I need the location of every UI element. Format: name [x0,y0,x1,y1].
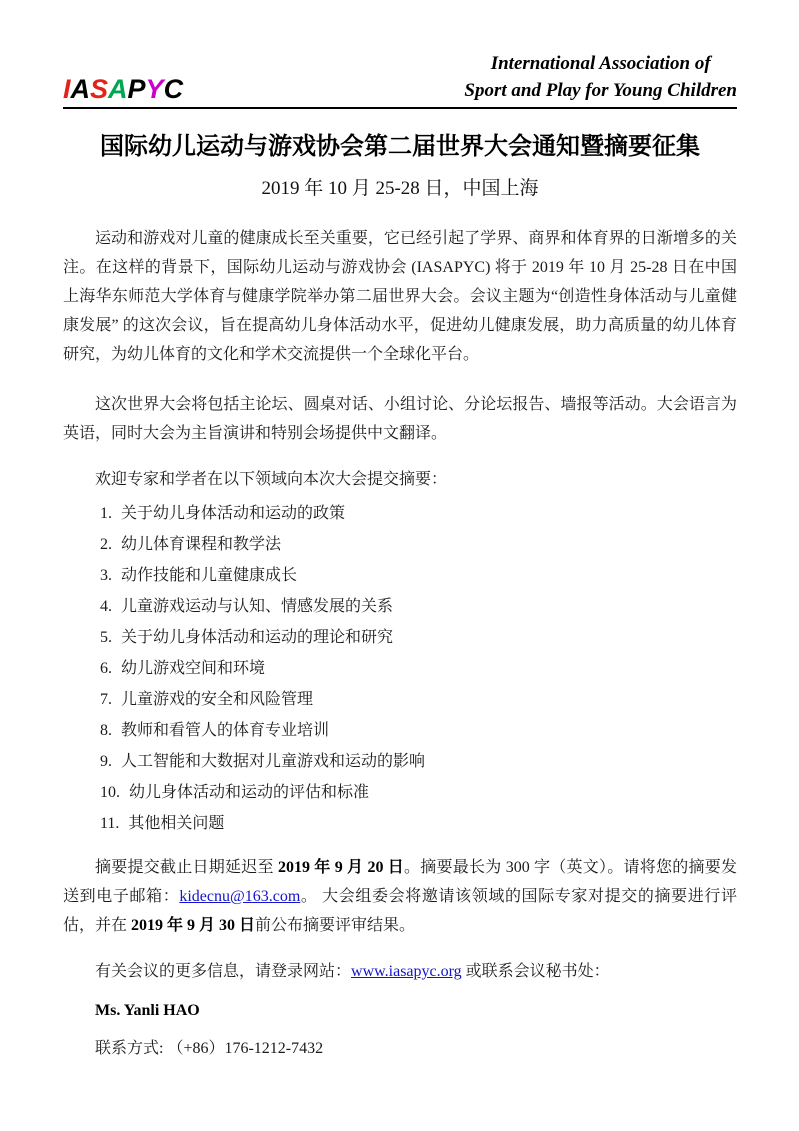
topic-text: 儿童游戏运动与认知、情感发展的关系 [121,598,394,615]
topic-number: 4. [100,598,112,615]
program-paragraph: 这次世界大会将包括主论坛、圆桌对话、小组讨论、分论坛报告、墙报等活动。大会语言为英语，同时大会为主旨演讲和特别会场提供中文翻译。 [63,396,737,442]
email-link[interactable]: kidecnu@163.com [179,888,301,905]
logo-letter: P [127,74,146,104]
contact-phone: 联系方式: （+86）176-1212-7432 [95,1040,324,1057]
topic-number: 11. [100,815,120,832]
logo-letter: C [163,74,184,104]
org-name [464,50,737,104]
page-title: 国际幼儿运动与游戏协会第二届世界大会通知暨摘要征集 [100,134,700,160]
topic-text: 幼儿身体活动和运动的评估和标准 [129,784,370,801]
abstract-paragraph [63,853,737,940]
topic-number: 3. [100,567,112,584]
topic-number: 10. [100,784,120,801]
topic-number: 1. [100,505,112,522]
topic-number: 8. [100,722,112,739]
page-subtitle: 2019 年 10 月 25-28 日，中国上海 [261,178,539,199]
topic-number: 7. [100,691,112,708]
more-info-paragraph [63,957,737,986]
list-item [63,808,737,839]
review-deadline: 2019 年 9 月 30 日 [131,917,256,934]
list-item [63,653,737,684]
topic-number: 2. [100,536,112,553]
topic-text: 关于幼儿身体活动和运动的理论和研究 [121,629,394,646]
logo-letter: S [90,74,109,104]
list-item [63,498,737,529]
list-item [63,715,737,746]
org-name-line1: International Association of [490,53,711,74]
topic-text: 教师和看管人的体育专业培训 [121,722,330,739]
logo-letter: A [108,74,128,104]
topic-text: 儿童游戏的安全和风险管理 [121,691,314,708]
abstract-seg1: 摘要提交截止日期延迟至 [95,859,278,876]
header-divider [63,107,737,109]
logo-letter: A [70,74,91,104]
abstract-seg4: 前公布摘要评审结果。 [255,917,416,934]
abstract-seg3: 。 大会组委会将邀请该领域的国际专家对提交的摘要进行评估，并在 [63,888,737,934]
list-item [63,746,737,777]
intro-paragraph: 运动和游戏对儿童的健康成长至关重要，它已经引起了学界、商界和体育界的日渐增多的关注。在这样的背景下，国际幼儿运动与游戏协会 (IASAPYC) 将于 2019 年 10 月 25-28 日在中国上海华东师范大学体育与健康学院举办第二届世界大会。会议主题为“创造性身体活动与儿童健康发展” 的这次会议，旨在提高幼儿身体活动水平，促进幼儿健康发展，助力高质量的幼儿体育研究，为幼儿体育的文化和学术交流提供一个全球化平台。 [63,230,737,363]
org-name-line2: Sport and Play for Young Children [464,80,737,101]
iasapyc-logo [63,74,183,104]
topic-text: 动作技能和儿童健康成长 [121,567,298,584]
contact-name: Ms. Yanli HAO [95,1002,200,1019]
topics-intro-paragraph: 欢迎专家和学者在以下领域向本次大会提交摘要： [95,471,448,488]
list-item [63,622,737,653]
more-info-seg1: 有关会议的更多信息，请登录网站： [95,963,352,980]
list-item [63,529,737,560]
list-item [63,684,737,715]
list-item [63,591,737,622]
topic-text: 其他相关问题 [128,815,225,832]
logo-letter: Y [145,74,164,104]
abstract-seg2: 。摘要最长为 300 字（英文）。请将您的摘要发送到电子邮箱： [63,859,737,905]
logo-letter: I [63,74,71,104]
more-info-seg2: 或联系会议秘书处： [461,963,610,980]
topic-number: 5. [100,629,112,646]
topic-text: 关于幼儿身体活动和运动的政策 [121,505,346,522]
topic-text: 幼儿体育课程和教学法 [121,536,282,553]
list-item [63,560,737,591]
topic-text: 人工智能和大数据对儿童游戏和运动的影响 [121,753,426,770]
header [63,0,737,104]
topic-number: 9. [100,753,112,770]
topic-number: 6. [100,660,112,677]
submission-deadline: 2019 年 9 月 20 日 [278,859,404,876]
topic-text: 幼儿游戏空间和环境 [121,660,266,677]
website-link[interactable]: www.iasapyc.org [351,963,462,980]
topic-list [63,498,737,839]
list-item [63,777,737,808]
